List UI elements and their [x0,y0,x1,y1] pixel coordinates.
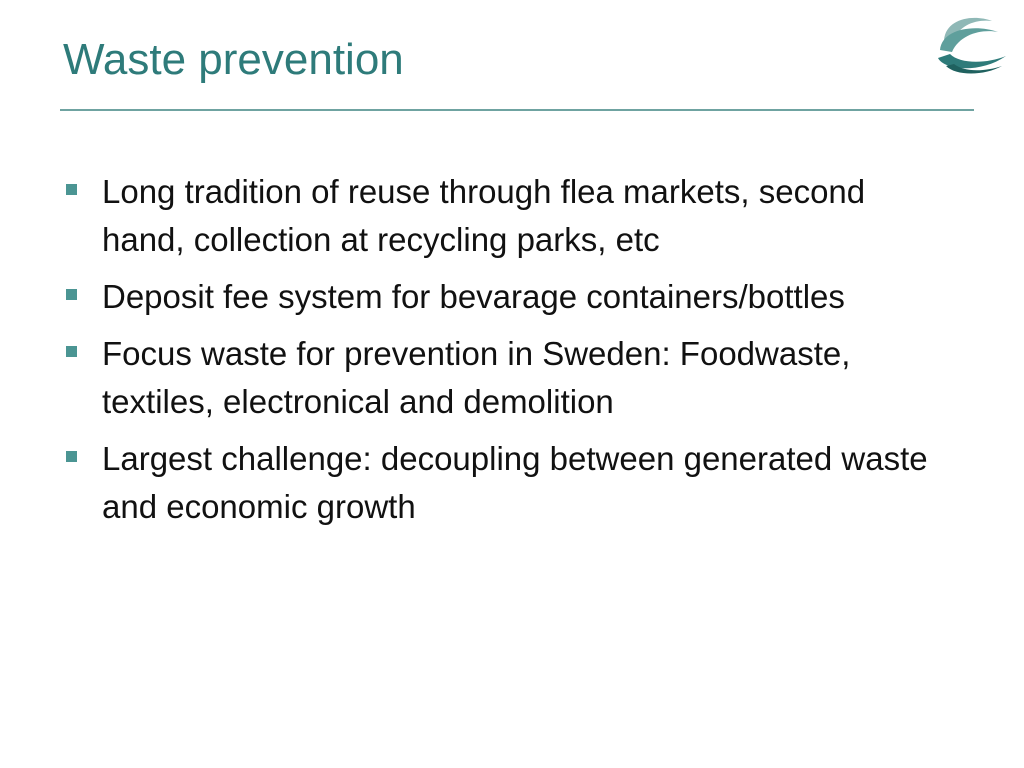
bullet-text: Largest challenge: decoupling between generated waste and economic growth [102,440,928,525]
title-divider [60,109,974,111]
bullet-item [66,168,946,264]
swirl-logo-icon [936,12,1008,78]
bullet-text: Deposit fee system for bevarage containers/bottles [102,278,845,315]
slide-title: Waste prevention [63,35,404,84]
bullet-item [66,330,946,426]
square-bullet-icon [66,346,77,357]
bullet-text: Focus waste for prevention in Sweden: Foodwaste, textiles, electronical and demolition [102,335,851,420]
square-bullet-icon [66,184,77,195]
square-bullet-icon [66,289,77,300]
bullet-item [66,435,946,531]
square-bullet-icon [66,451,77,462]
bullet-item [66,273,946,321]
bullet-text: Long tradition of reuse through flea markets, second hand, collection at recycling parks, etc [102,173,866,258]
bullet-list [66,168,946,540]
